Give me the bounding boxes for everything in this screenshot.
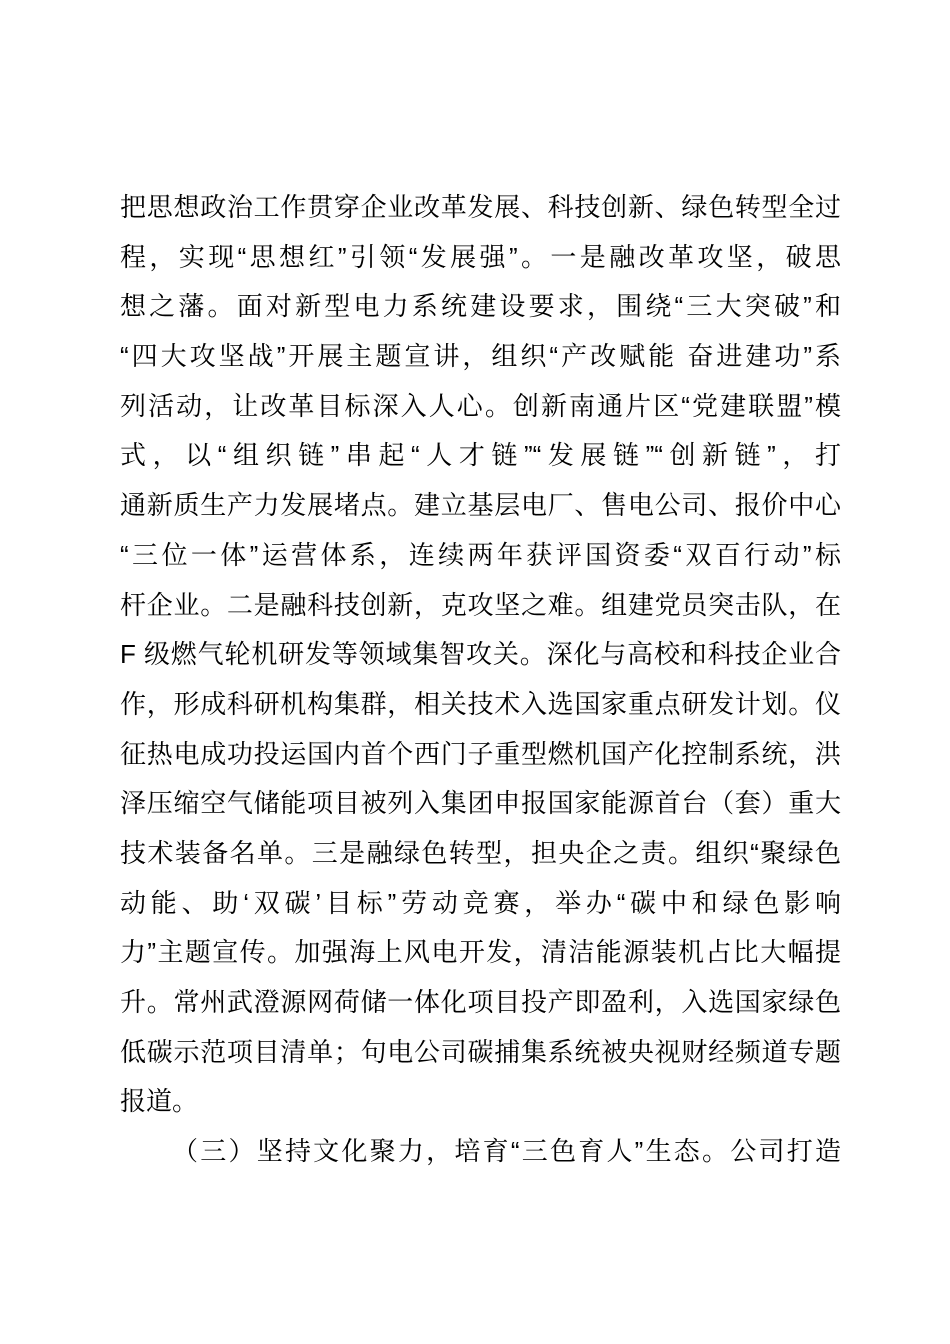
section-heading-line: （三）坚持文化聚力，培育“三色育人”生态。公司打造 bbox=[172, 1136, 841, 1167]
paragraph-line: 力”主题宣传。加强海上风电开发，清洁能源装机占比大幅提 bbox=[120, 937, 841, 968]
paragraph-line: 列活动，让改革目标深入人心。创新南通片区“党建联盟”模 bbox=[120, 390, 841, 421]
paragraph-line: 动能、助‘双碳’目标”劳动竞赛，举办“碳中和绿色影响 bbox=[120, 887, 841, 918]
paragraph-line: 杆企业。二是融科技创新，克攻坚之难。组建党员突击队，在 bbox=[120, 589, 841, 620]
paragraph-line: 征热电成功投运国内首个西门子重型燃机国产化控制系统，洪 bbox=[120, 738, 841, 769]
paragraph-line: 低碳示范项目清单；句电公司碳捕集系统被央视财经频道专题 bbox=[120, 1036, 841, 1067]
paragraph-line: 泽压缩空气储能项目被列入集团申报国家能源首台（套）重大 bbox=[120, 788, 841, 819]
document-text-block bbox=[120, 183, 841, 1177]
paragraph-line: 把思想政治工作贯穿企业改革发展、科技创新、绿色转型全过 bbox=[120, 192, 841, 222]
paragraph-end-line: 报道。 bbox=[120, 1086, 199, 1117]
paragraph-line: F 级燃气轮机研发等领域集智攻关。深化与高校和科技企业合 bbox=[120, 639, 841, 670]
paragraph-line: 通新质生产力发展堵点。建立基层电厂、售电公司、报价中心 bbox=[120, 490, 841, 521]
paragraph-line: 式，以“组织链”串起“人才链”“发展链”“创新链”，打 bbox=[120, 440, 841, 471]
paragraph-line: 程，实现“思想红”引领“发展强”。一是融改革攻坚，破思 bbox=[120, 241, 841, 272]
paragraph-line: 作，形成科研机构集群，相关技术入选国家重点研发计划。仪 bbox=[120, 688, 841, 719]
paragraph-line: 想之藩。面对新型电力系统建设要求，围绕“三大突破”和 bbox=[120, 291, 841, 322]
paragraph-line: 技术装备名单。三是融绿色转型，担央企之责。组织“聚绿色 bbox=[120, 837, 841, 868]
paragraph-line: 升。常州武澄源网荷储一体化项目投产即盈利，入选国家绿色 bbox=[120, 987, 841, 1017]
paragraph-line: “三位一体”运营体系，连续两年获评国资委“双百行动”标 bbox=[120, 539, 841, 570]
paragraph-line: “四大攻坚战”开展主题宣讲，组织“产改赋能 奋进建功”系 bbox=[120, 341, 841, 372]
